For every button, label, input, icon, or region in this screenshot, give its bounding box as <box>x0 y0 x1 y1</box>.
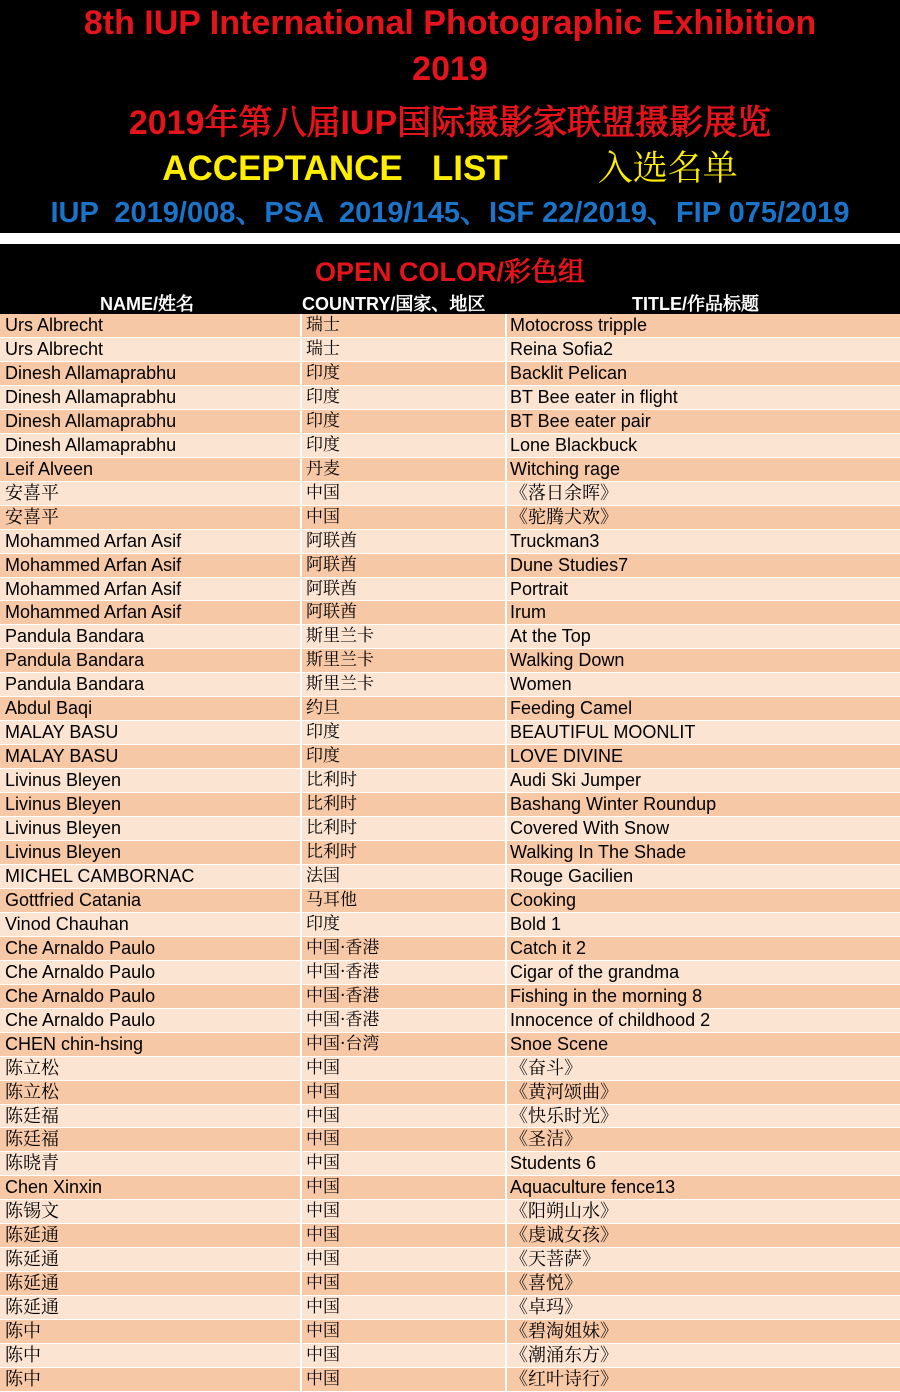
title-cell: Reina Sofia2 <box>510 338 614 359</box>
country-cell: 中国 <box>306 1153 340 1174</box>
name-cell: Urs Albrecht <box>5 338 104 359</box>
exhibition-title-en: 8th IUP International Photographic Exhibition <box>83 4 817 42</box>
column-divider <box>505 1128 507 1152</box>
title-cell: Motocross tripple <box>510 315 648 335</box>
name-cell: 陈廷福 <box>5 1129 59 1150</box>
column-divider <box>505 434 507 458</box>
column-divider <box>300 1033 302 1057</box>
title-cell: Feeding Camel <box>510 698 633 719</box>
country-cell: 中国 <box>306 1057 340 1078</box>
table-row <box>0 913 900 937</box>
country-cell: 斯里兰卡 <box>306 626 374 647</box>
table-row <box>0 793 900 817</box>
column-divider <box>505 1296 507 1320</box>
name-cell: Leif Alveen <box>5 458 94 479</box>
column-divider <box>300 721 302 745</box>
name-cell: 陈延通 <box>5 1273 59 1294</box>
column-divider <box>505 649 507 673</box>
column-divider <box>300 649 302 673</box>
table-row <box>0 649 900 673</box>
column-divider <box>300 1320 302 1344</box>
section-title: OPEN COLOR/彩色组 <box>314 257 585 287</box>
column-divider <box>505 554 507 578</box>
name-cell: Pandula Bandara <box>5 650 145 671</box>
name-cell: 安喜平 <box>5 482 59 503</box>
country-cell: 中国 <box>306 1129 340 1150</box>
column-divider <box>300 865 302 889</box>
column-divider <box>300 1248 302 1272</box>
column-divider <box>300 386 302 410</box>
title-cell: Walking In The Shade <box>510 842 687 863</box>
table-row <box>0 1128 900 1152</box>
column-divider <box>300 1272 302 1296</box>
country-cell: 中国 <box>306 1081 340 1102</box>
title-cell: Lone Blackbuck <box>510 434 638 455</box>
title-cell: Backlit Pelican <box>510 362 628 383</box>
country-cell: 中国·香港 <box>306 961 380 982</box>
country-cell: 斯里兰卡 <box>306 674 374 695</box>
country-cell: 中国 <box>306 482 340 503</box>
column-divider <box>505 1009 507 1033</box>
name-cell: Vinod Chauhan <box>5 913 129 934</box>
table-row <box>0 1200 900 1224</box>
country-cell: 印度 <box>306 386 340 407</box>
title-cell: 《奋斗》 <box>510 1057 582 1078</box>
country-cell: 比利时 <box>306 794 357 815</box>
column-header-name: NAME/姓名 <box>100 294 194 314</box>
table-row <box>0 1296 900 1320</box>
acceptance-label: ACCEPTANCE LIST <box>162 149 508 188</box>
header-divider <box>0 233 900 244</box>
title-cell: Cooking <box>510 889 577 910</box>
table-row <box>0 841 900 865</box>
country-cell: 马耳他 <box>306 889 357 910</box>
column-divider <box>505 841 507 865</box>
column-divider <box>300 458 302 482</box>
name-cell: 陈中 <box>5 1321 41 1342</box>
title-cell: Truckman3 <box>510 530 600 551</box>
column-divider <box>505 1176 507 1200</box>
name-cell: Che Arnaldo Paulo <box>5 961 156 982</box>
column-divider <box>300 625 302 649</box>
country-cell: 中国 <box>306 1177 340 1198</box>
table-row <box>0 410 900 434</box>
name-cell: 陈延通 <box>5 1249 59 1270</box>
column-divider <box>300 1176 302 1200</box>
column-divider <box>300 889 302 913</box>
table-row <box>0 1152 900 1176</box>
column-divider <box>300 362 302 386</box>
column-divider <box>300 482 302 506</box>
column-divider <box>505 889 507 913</box>
column-divider <box>505 1344 507 1368</box>
table-row <box>0 338 900 362</box>
country-cell: 中国·台湾 <box>306 1033 380 1054</box>
name-cell: 陈中 <box>5 1345 41 1366</box>
table-row <box>0 673 900 697</box>
title-cell: BEAUTIFUL MOONLIT <box>510 722 696 743</box>
column-divider <box>300 1296 302 1320</box>
country-cell: 印度 <box>306 410 340 431</box>
table-row <box>0 434 900 458</box>
column-divider <box>300 1105 302 1129</box>
title-cell: Bold 1 <box>510 913 562 934</box>
country-cell: 阿联酋 <box>306 602 357 623</box>
column-divider <box>505 530 507 554</box>
title-cell: Cigar of the grandma <box>510 961 680 982</box>
name-cell: MICHEL CAMBORNAC <box>5 865 195 886</box>
table-row <box>0 745 900 769</box>
table-row <box>0 578 900 602</box>
table-row <box>0 625 900 649</box>
column-divider <box>300 578 302 602</box>
country-cell: 法国 <box>306 865 340 886</box>
title-cell: Students 6 <box>510 1153 597 1174</box>
column-divider <box>300 314 302 338</box>
title-cell: Fishing in the morning 8 <box>510 985 703 1006</box>
column-divider <box>505 961 507 985</box>
country-cell: 中国 <box>306 1201 340 1222</box>
country-cell: 中国·香港 <box>306 1009 380 1030</box>
country-cell: 瑞士 <box>306 315 340 335</box>
name-cell: Chen Xinxin <box>5 1177 103 1198</box>
country-cell: 中国 <box>306 1369 340 1390</box>
country-cell: 中国 <box>306 506 340 527</box>
column-divider <box>505 410 507 434</box>
title-cell: Women <box>510 674 572 695</box>
column-divider <box>300 1224 302 1248</box>
name-cell: Pandula Bandara <box>5 674 145 695</box>
table-row <box>0 865 900 889</box>
title-cell: 《圣洁》 <box>510 1129 582 1150</box>
column-divider <box>300 1344 302 1368</box>
table-row <box>0 482 900 506</box>
title-cell: LOVE DIVINE <box>510 746 624 767</box>
table-row <box>0 1057 900 1081</box>
country-cell: 阿联酋 <box>306 530 357 551</box>
table-row <box>0 721 900 745</box>
name-cell: Dinesh Allamaprabhu <box>5 434 177 455</box>
column-divider <box>505 985 507 1009</box>
country-cell: 瑞士 <box>306 338 340 359</box>
column-divider <box>505 386 507 410</box>
acceptance-label-cn: 入选名单 <box>597 149 738 189</box>
column-divider <box>505 338 507 362</box>
table-row <box>0 1248 900 1272</box>
column-divider <box>505 1272 507 1296</box>
title-cell: Dune Studies7 <box>510 554 629 575</box>
column-divider <box>505 697 507 721</box>
table-row <box>0 1033 900 1057</box>
title-cell: Snoe Scene <box>510 1033 609 1054</box>
title-cell: Catch it 2 <box>510 937 587 958</box>
acceptance-list-heading <box>0 141 900 191</box>
country-cell: 中国 <box>306 1297 340 1318</box>
name-cell: MALAY BASU <box>5 746 119 767</box>
name-cell: Dinesh Allamaprabhu <box>5 362 177 383</box>
title-cell: Irum <box>510 602 546 623</box>
name-cell: CHEN chin-hsing <box>5 1033 144 1054</box>
country-cell: 比利时 <box>306 842 357 863</box>
name-cell: Urs Albrecht <box>5 315 104 335</box>
title-cell: 《黄河颂曲》 <box>510 1081 618 1102</box>
column-divider <box>300 554 302 578</box>
table-row <box>0 1224 900 1248</box>
name-cell: Mohammed Arfan Asif <box>5 602 182 623</box>
name-cell: Livinus Bleyen <box>5 794 122 815</box>
country-cell: 中国 <box>306 1105 340 1126</box>
country-cell: 阿联酋 <box>306 554 357 575</box>
column-divider <box>300 841 302 865</box>
table-row <box>0 386 900 410</box>
column-divider <box>505 745 507 769</box>
title-cell: Covered With Snow <box>510 818 670 839</box>
name-cell: 陈立松 <box>5 1081 59 1102</box>
table-row <box>0 961 900 985</box>
name-cell: 陈延通 <box>5 1225 59 1246</box>
column-divider <box>505 601 507 625</box>
exhibition-year: 2019 <box>412 50 488 88</box>
country-cell: 印度 <box>306 722 340 743</box>
country-cell: 印度 <box>306 362 340 383</box>
title-cell: 《驼腾犬欢》 <box>510 506 618 527</box>
column-divider <box>505 1320 507 1344</box>
column-divider <box>505 769 507 793</box>
column-divider <box>300 601 302 625</box>
name-cell: Livinus Bleyen <box>5 818 122 839</box>
table-row <box>0 530 900 554</box>
column-divider <box>505 1033 507 1057</box>
name-cell: 陈廷福 <box>5 1105 59 1126</box>
name-cell: 陈中 <box>5 1369 41 1390</box>
column-divider <box>505 362 507 386</box>
table-row <box>0 817 900 841</box>
title-cell: Bashang Winter Roundup <box>510 794 717 815</box>
table-row <box>0 1105 900 1129</box>
country-cell: 比利时 <box>306 818 357 839</box>
country-cell: 中国 <box>306 1249 340 1270</box>
name-cell: 安喜平 <box>5 506 59 527</box>
column-divider <box>300 1200 302 1224</box>
column-divider <box>300 1081 302 1105</box>
table-row <box>0 601 900 625</box>
country-cell: 中国 <box>306 1321 340 1342</box>
name-cell: Pandula Bandara <box>5 626 145 647</box>
title-cell: 《碧淘姐妹》 <box>510 1321 618 1342</box>
column-divider <box>300 745 302 769</box>
column-divider <box>505 506 507 530</box>
title-cell: Aquaculture fence13 <box>510 1177 676 1198</box>
column-divider <box>505 1152 507 1176</box>
title-cell: 《潮涌东方》 <box>510 1345 618 1366</box>
name-cell: 陈晓青 <box>5 1153 59 1174</box>
column-divider <box>505 721 507 745</box>
country-cell: 中国 <box>306 1225 340 1246</box>
column-divider <box>300 1368 302 1392</box>
column-divider <box>505 314 507 338</box>
column-divider <box>505 817 507 841</box>
name-cell: Livinus Bleyen <box>5 842 122 863</box>
name-cell: Mohammed Arfan Asif <box>5 578 182 599</box>
table-row <box>0 506 900 530</box>
table-row <box>0 985 900 1009</box>
title-cell: 《阳朔山水》 <box>510 1201 618 1222</box>
country-cell: 印度 <box>306 434 340 455</box>
country-cell: 阿联酋 <box>306 578 357 599</box>
column-divider <box>300 913 302 937</box>
table-row <box>0 1272 900 1296</box>
name-cell: Mohammed Arfan Asif <box>5 554 182 575</box>
table-row <box>0 937 900 961</box>
table-row <box>0 697 900 721</box>
table-row <box>0 554 900 578</box>
column-divider <box>300 1009 302 1033</box>
table-row <box>0 1368 900 1392</box>
patronage-numbers: IUP 2019/008、PSA 2019/145、ISF 22/2019、FIP 075/2019 <box>50 197 850 229</box>
column-divider <box>300 1057 302 1081</box>
title-cell: Innocence of childhood 2 <box>510 1009 711 1030</box>
table-row <box>0 314 900 338</box>
table-row <box>0 889 900 913</box>
column-divider <box>300 410 302 434</box>
title-cell: 《快乐时光》 <box>510 1105 618 1126</box>
name-cell: Dinesh Allamaprabhu <box>5 386 177 407</box>
column-divider <box>505 673 507 697</box>
column-divider <box>505 793 507 817</box>
column-divider <box>505 578 507 602</box>
name-cell: 陈锡文 <box>5 1201 59 1222</box>
title-cell: Rouge Gacilien <box>510 865 634 886</box>
name-cell: Abdul Baqi <box>5 698 93 719</box>
column-divider <box>505 482 507 506</box>
column-divider <box>300 697 302 721</box>
title-cell: Witching rage <box>510 458 621 479</box>
title-cell: 《卓玛》 <box>510 1297 582 1318</box>
country-cell: 中国·香港 <box>306 937 380 958</box>
country-cell: 印度 <box>306 913 340 934</box>
table-header <box>0 244 900 314</box>
name-cell: Che Arnaldo Paulo <box>5 985 156 1006</box>
name-cell: Gottfried Catania <box>5 889 142 910</box>
title-cell: 《天菩萨》 <box>510 1249 600 1270</box>
column-divider <box>300 1152 302 1176</box>
table-row <box>0 769 900 793</box>
column-divider <box>505 1081 507 1105</box>
table-row <box>0 362 900 386</box>
column-divider <box>505 1200 507 1224</box>
column-divider <box>300 1128 302 1152</box>
column-divider <box>505 1105 507 1129</box>
title-cell: At the Top <box>510 626 591 647</box>
column-divider <box>505 913 507 937</box>
column-divider <box>505 937 507 961</box>
column-divider <box>300 673 302 697</box>
name-cell: Livinus Bleyen <box>5 770 122 791</box>
country-cell: 比利时 <box>306 770 357 791</box>
column-divider <box>300 530 302 554</box>
column-divider <box>505 865 507 889</box>
column-divider <box>505 1057 507 1081</box>
country-cell: 中国·香港 <box>306 985 380 1006</box>
table-row <box>0 1320 900 1344</box>
name-cell: MALAY BASU <box>5 722 119 743</box>
column-divider <box>300 793 302 817</box>
title-cell: BT Bee eater pair <box>510 410 651 431</box>
title-cell: Audi Ski Jumper <box>510 770 642 791</box>
column-divider <box>300 961 302 985</box>
column-divider <box>505 458 507 482</box>
title-cell: 《喜悦》 <box>510 1273 582 1294</box>
table-row <box>0 458 900 482</box>
title-cell: Walking Down <box>510 650 625 671</box>
column-header-title: TITLE/作品标题 <box>632 294 759 314</box>
country-cell: 约旦 <box>306 698 340 719</box>
name-cell: 陈立松 <box>5 1057 59 1078</box>
title-cell: 《红叶诗行》 <box>510 1369 618 1390</box>
name-cell: 陈延通 <box>5 1297 59 1318</box>
title-cell: 《虔诚女孩》 <box>510 1225 618 1246</box>
exhibition-title-cn: 2019年第八届IUP国际摄影家联盟摄影展览 <box>128 104 772 142</box>
column-divider <box>300 817 302 841</box>
title-cell: Portrait <box>510 578 569 599</box>
country-cell: 中国 <box>306 1273 340 1294</box>
column-divider <box>300 985 302 1009</box>
table-row <box>0 1081 900 1105</box>
table-row <box>0 1344 900 1368</box>
column-divider <box>505 625 507 649</box>
title-cell: 《落日余晖》 <box>510 482 618 503</box>
column-header-country: COUNTRY/国家、地区 <box>302 294 486 314</box>
column-divider <box>300 338 302 362</box>
country-cell: 中国 <box>306 1345 340 1366</box>
table-row <box>0 1009 900 1033</box>
name-cell: Dinesh Allamaprabhu <box>5 410 177 431</box>
exhibition-header <box>0 0 900 233</box>
title-cell: BT Bee eater in flight <box>510 386 678 407</box>
country-cell: 丹麦 <box>306 458 340 479</box>
country-cell: 斯里兰卡 <box>306 650 374 671</box>
column-divider <box>300 769 302 793</box>
column-divider <box>300 434 302 458</box>
name-cell: Che Arnaldo Paulo <box>5 1009 156 1030</box>
name-cell: Che Arnaldo Paulo <box>5 937 156 958</box>
name-cell: Mohammed Arfan Asif <box>5 530 182 551</box>
column-divider <box>300 937 302 961</box>
column-divider <box>505 1368 507 1392</box>
country-cell: 印度 <box>306 746 340 767</box>
column-divider <box>505 1224 507 1248</box>
column-divider <box>300 506 302 530</box>
column-divider <box>505 1248 507 1272</box>
table-row <box>0 1176 900 1200</box>
